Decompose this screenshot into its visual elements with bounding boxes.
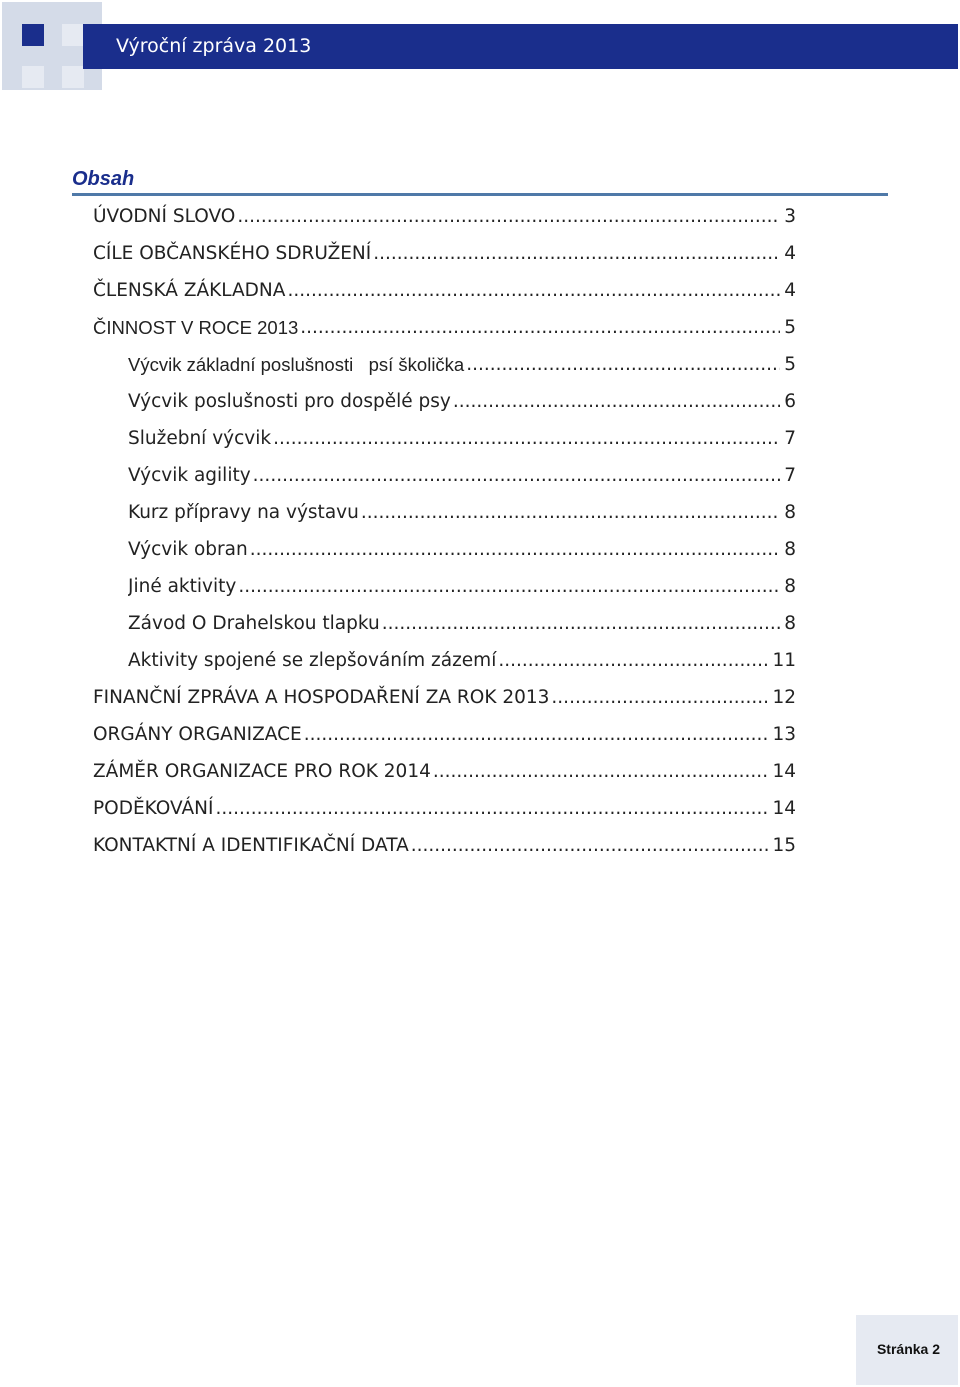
dot-leader bbox=[433, 761, 769, 782]
toc-entry-label: Kurz přípravy na výstavu bbox=[128, 502, 359, 523]
toc-entry-kontaktni-data[interactable] bbox=[93, 827, 796, 864]
toc-entry-page: 8 bbox=[784, 539, 796, 560]
toc-entry-page: 13 bbox=[772, 724, 796, 745]
toc-entry-sluzebni-vycvik[interactable] bbox=[128, 420, 796, 457]
toc-entry-page: 14 bbox=[772, 798, 796, 819]
header-decor-square bbox=[62, 24, 84, 46]
dot-leader bbox=[361, 502, 780, 523]
dot-leader bbox=[304, 724, 769, 745]
heading-underline bbox=[72, 193, 888, 196]
toc-entry-vycvik-agility[interactable] bbox=[128, 457, 796, 494]
toc-entry-label: Závod O Drahelskou tlapku bbox=[128, 613, 380, 634]
toc-entry-jine-aktivity[interactable] bbox=[128, 568, 796, 605]
dot-leader bbox=[287, 280, 780, 301]
toc-entry-label: ZÁMĚR ORGANIZACE PRO ROK 2014 bbox=[93, 761, 431, 782]
toc-entry-zamer[interactable] bbox=[93, 753, 796, 790]
toc-entry-organy[interactable] bbox=[93, 716, 796, 753]
dot-leader bbox=[498, 650, 768, 671]
dot-leader bbox=[411, 835, 769, 856]
dot-leader bbox=[382, 613, 780, 634]
toc-entry-kurz-vystava[interactable] bbox=[128, 494, 796, 531]
toc-entry-cinnost[interactable] bbox=[93, 309, 796, 346]
toc-entry-zavod-tlapku[interactable] bbox=[128, 605, 796, 642]
toc-entry-page: 15 bbox=[772, 835, 796, 856]
dot-leader bbox=[466, 354, 780, 375]
dot-leader bbox=[215, 798, 768, 819]
toc-entry-page: 12 bbox=[772, 687, 796, 708]
toc-entry-clenska-zakladna[interactable] bbox=[93, 272, 796, 309]
toc-entry-page: 4 bbox=[784, 243, 796, 264]
toc-entry-aktivity-zazemi[interactable] bbox=[128, 642, 796, 679]
toc-entry-uvodni-slovo[interactable] bbox=[93, 198, 796, 235]
header-decor-square bbox=[22, 66, 44, 88]
toc-entry-page: 8 bbox=[784, 576, 796, 597]
page-number-label: Stránka 2 bbox=[876, 1341, 940, 1357]
header-decor-square bbox=[62, 66, 84, 88]
toc-entry-label: FINANČNÍ ZPRÁVA A HOSPODAŘENÍ ZA ROK 2013 bbox=[93, 687, 550, 708]
toc-entry-label: ÚVODNÍ SLOVO bbox=[93, 206, 236, 227]
dot-leader bbox=[453, 391, 780, 412]
toc-entry-label: ČINNOST V ROCE 2013 bbox=[93, 316, 299, 338]
header-decor-square bbox=[22, 24, 44, 46]
toc-entry-label: KONTAKTNÍ A IDENTIFIKAČNÍ DATA bbox=[93, 835, 409, 856]
toc-entry-podekovani[interactable] bbox=[93, 790, 796, 827]
dot-leader bbox=[273, 428, 780, 449]
header-bar bbox=[83, 24, 958, 69]
toc-entry-page: 5 bbox=[784, 317, 796, 338]
toc-entry-vycvik-obran[interactable] bbox=[128, 531, 796, 568]
toc-entry-label: Výcvik poslušnosti pro dospělé psy bbox=[128, 391, 451, 412]
toc-entry-page: 14 bbox=[772, 761, 796, 782]
dot-leader bbox=[551, 687, 768, 708]
toc-entry-page: 7 bbox=[784, 428, 796, 449]
dot-leader bbox=[250, 539, 781, 560]
toc-entry-page: 7 bbox=[784, 465, 796, 486]
toc-entry-label: ČLENSKÁ ZÁKLADNA bbox=[93, 280, 286, 301]
toc-entry-label: Výcvik základní poslušnosti psí školička bbox=[128, 353, 465, 375]
dot-leader bbox=[238, 576, 780, 597]
toc-entry-label: PODĚKOVÁNÍ bbox=[93, 798, 214, 819]
toc-entry-page: 8 bbox=[784, 502, 796, 523]
toc-heading: Obsah bbox=[72, 168, 135, 190]
toc-entry-page: 5 bbox=[784, 354, 796, 375]
document-title: Výroční zpráva 2013 bbox=[116, 35, 312, 57]
toc-entry-page: 6 bbox=[784, 391, 796, 412]
toc-entry-label: Výcvik obran bbox=[128, 539, 248, 560]
dot-leader bbox=[373, 243, 780, 264]
toc-entry-page: 11 bbox=[772, 650, 796, 671]
toc-entry-label: Jiné aktivity bbox=[128, 576, 237, 597]
toc-entry-label: CÍLE OBČANSKÉHO SDRUŽENÍ bbox=[93, 243, 372, 264]
toc-entry-vycvik-zakladni[interactable] bbox=[128, 346, 796, 383]
toc-entry-label: Aktivity spojené se zlepšováním zázemí bbox=[128, 650, 497, 671]
toc-entry-page: 3 bbox=[784, 206, 796, 227]
toc-entry-cile[interactable] bbox=[93, 235, 796, 272]
dot-leader bbox=[253, 465, 781, 486]
toc-entry-financni-zprava[interactable] bbox=[93, 679, 796, 716]
toc-entry-label: ORGÁNY ORGANIZACE bbox=[93, 724, 302, 745]
toc-entry-vycvik-poslusnosti[interactable] bbox=[128, 383, 796, 420]
dot-leader bbox=[300, 317, 780, 338]
toc-entry-label: Výcvik agility bbox=[128, 465, 251, 486]
dot-leader bbox=[237, 206, 780, 227]
toc-entry-page: 8 bbox=[784, 613, 796, 634]
toc-entry-label: Služební výcvik bbox=[128, 428, 272, 449]
toc-entry-page: 4 bbox=[784, 280, 796, 301]
